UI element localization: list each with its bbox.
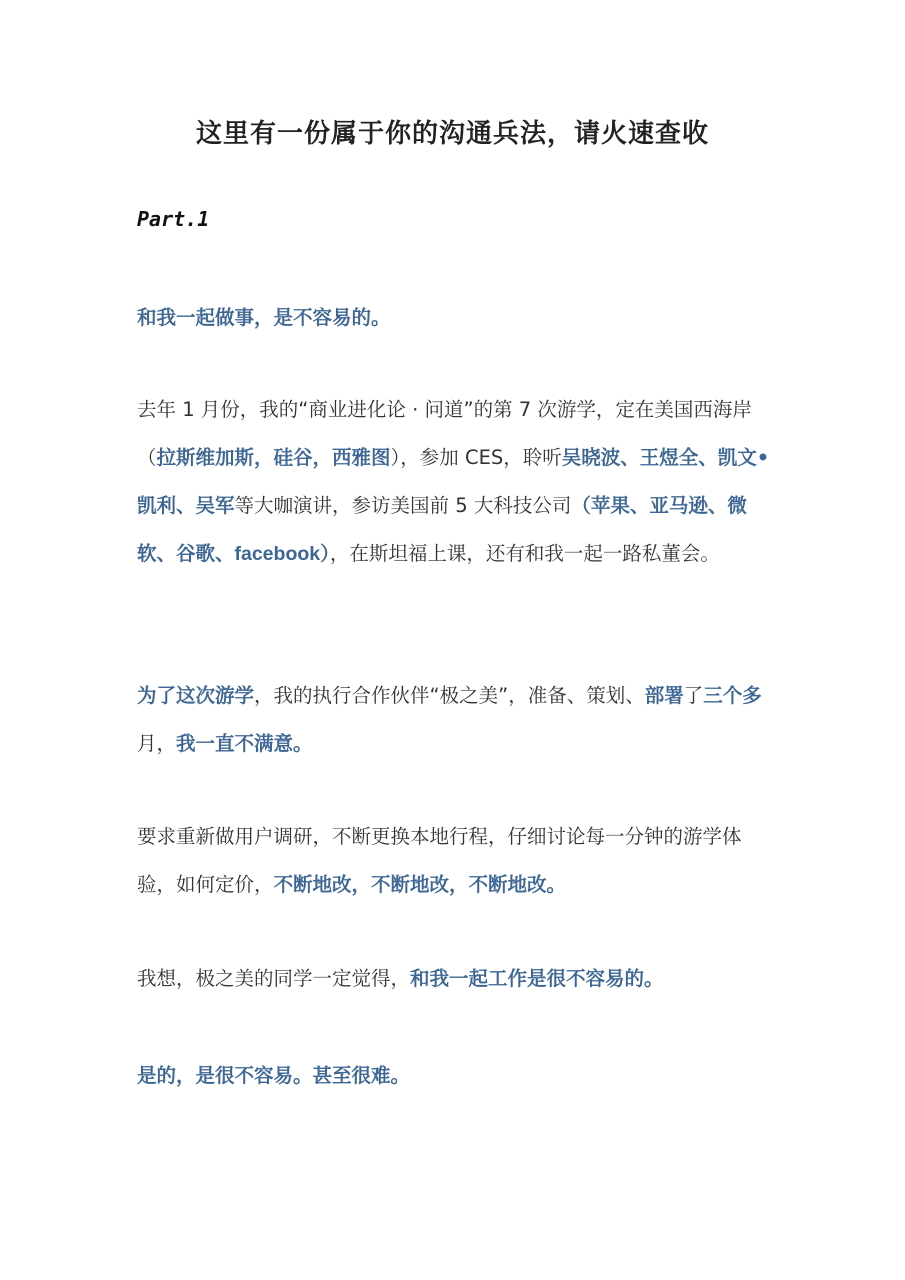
paragraph-thought — [137, 955, 777, 1003]
trip-companies-highlight: （苹果、亚马逊、微软、谷歌、facebook） — [137, 495, 747, 565]
trip-visit-text: 等大咖演讲，参访美国前 5 大科技公司 — [234, 494, 572, 517]
prep-duration-highlight: 三个多 — [703, 684, 762, 707]
prep-unsatisfied-highlight: 我一直不满意。 — [176, 732, 313, 755]
section-heading-2: 是的，是很不容易。甚至很难。 — [137, 1064, 411, 1087]
trip-stanford-text: ，在斯坦福上课，还有和我一起一路私董会。 — [329, 542, 720, 565]
prep-partner-text: ，我的执行合作伙伴“极之美”，准备、策划、 — [254, 684, 645, 707]
article-title: 这里有一份属于你的沟通兵法，请火速查收 — [195, 119, 709, 149]
thought-text: 我想，极之美的同学一定觉得， — [137, 967, 411, 990]
trip-intro-text: 去年 1 月份，我的“商业进化论 · 问道”的第 7 次游学，定在美国西海岸（ — [137, 398, 752, 469]
revisions-highlight: 不断地改，不断地改，不断地改。 — [273, 873, 567, 896]
trip-cities-highlight: 拉斯维加斯，硅谷，西雅图 — [156, 446, 391, 469]
prep-purpose-highlight: 为了这次游学 — [137, 684, 255, 707]
trip-speakers-highlight: 吴晓波、王煜全、凯文•凯利、吴军 — [137, 446, 770, 517]
part-label: Part.1 — [137, 207, 210, 231]
revisions-text: 要求重新做用户调研，不断更换本地行程，仔细讨论每一分钟的游学体验，如何定价， — [137, 825, 742, 896]
paragraph-preparation — [137, 672, 777, 768]
trip-ces-text: ），参加 CES，聆听 — [390, 446, 562, 469]
paragraph-revisions — [137, 813, 777, 909]
prep-deploy-highlight: 部署 — [644, 684, 684, 707]
paragraph-trip — [137, 386, 777, 578]
section-heading-1: 和我一起做事，是不容易的。 — [137, 306, 391, 329]
prep-le-text: 了 — [683, 684, 704, 707]
thought-highlight: 和我一起工作是很不容易的。 — [410, 967, 664, 990]
prep-month-text: 月， — [137, 732, 177, 755]
